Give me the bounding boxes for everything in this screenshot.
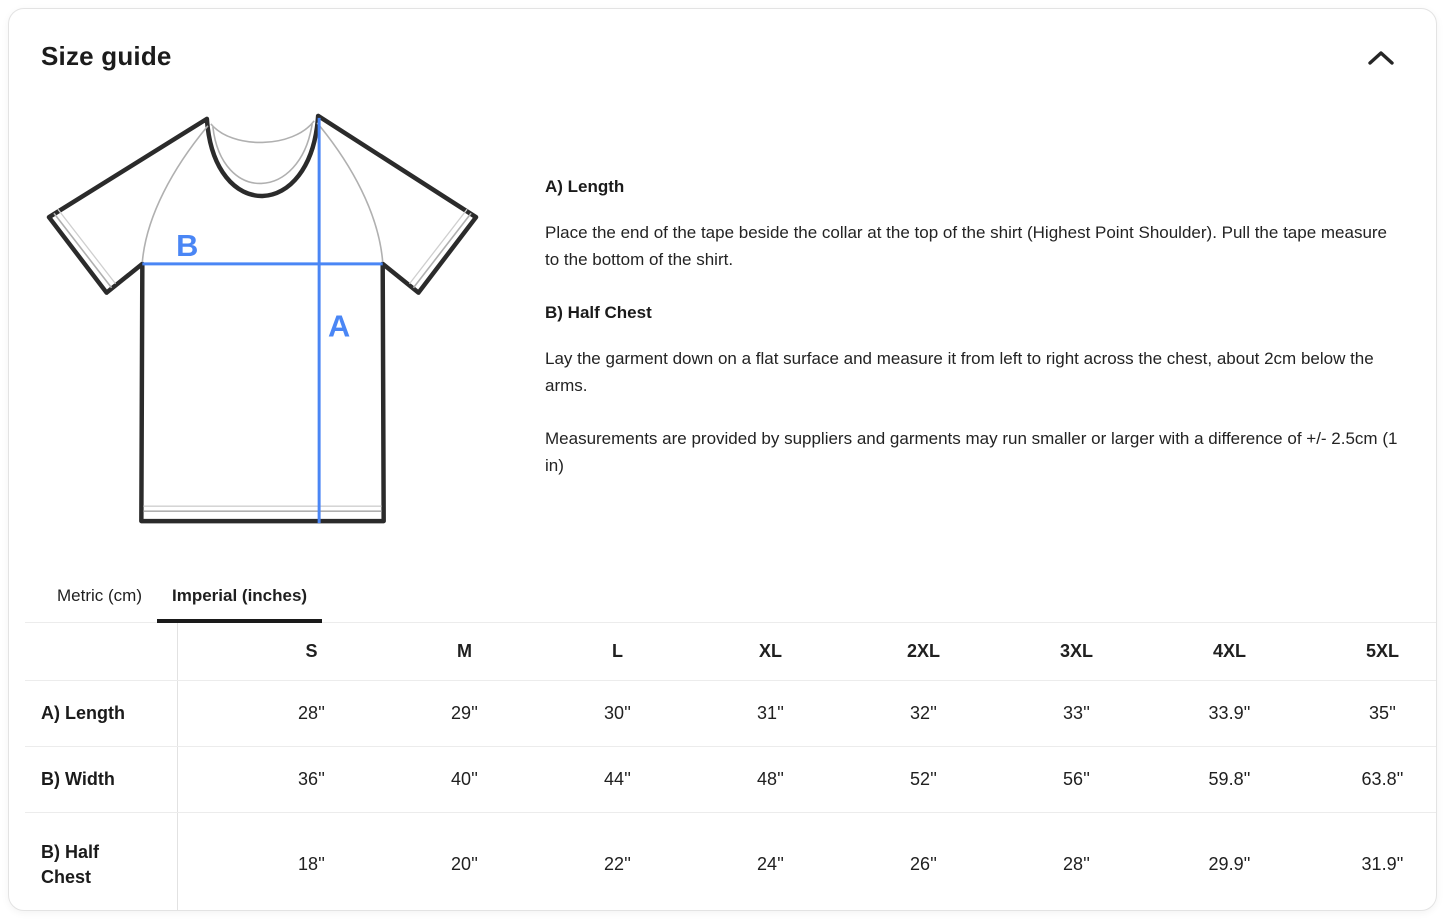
column-header: 5XL <box>1365 641 1399 661</box>
size-value-cell: 33'' <box>1063 703 1090 723</box>
row-label: B) Half Chest <box>25 813 178 911</box>
size-value-cell: 26'' <box>910 854 937 874</box>
column-header: L <box>612 641 623 661</box>
size-value-cell: 32'' <box>910 703 937 723</box>
row-cells <box>178 747 1437 812</box>
tab-metric-cm[interactable]: Metric (cm) <box>57 586 142 605</box>
table-header-row <box>25 623 1436 681</box>
size-value-cell: 31'' <box>757 703 784 723</box>
size-value-cell: 28'' <box>298 703 325 723</box>
length-heading: A) Length <box>545 177 625 196</box>
measurement-instructions <box>545 99 1404 541</box>
page-title: Size guide <box>41 41 172 71</box>
size-value-cell: 24'' <box>757 854 784 874</box>
size-value-cell: 59.8'' <box>1208 769 1251 789</box>
size-table <box>25 623 1436 911</box>
column-header: 2XL <box>906 641 940 661</box>
tshirt-diagram <box>41 99 488 541</box>
column-header: 4XL <box>1212 641 1246 661</box>
size-value-cell: 20'' <box>451 854 478 874</box>
table-corner-cell <box>25 623 178 680</box>
size-value-cell: 48'' <box>757 769 784 789</box>
row-cells <box>178 623 1437 680</box>
size-value-cell: 35'' <box>1369 703 1396 723</box>
size-value-cell: 63.8'' <box>1361 769 1404 789</box>
column-header: XL <box>758 641 782 661</box>
size-value-cell: 52'' <box>910 769 937 789</box>
size-value-cell: 44'' <box>604 769 631 789</box>
size-value-cell: 29'' <box>451 703 478 723</box>
size-value-cell: 30'' <box>604 703 631 723</box>
tshirt-measurement-illustration <box>41 99 488 536</box>
length-description: Place the end of the tape beside the collar at the top of the shirt (Highest Point Shoulder). Pull the tape measure to the bottom of the shirt. <box>545 223 1388 269</box>
half-chest-description: Lay the garment down on a flat surface and measure it from left to right across the chest, about 2cm below the arms. <box>545 349 1374 395</box>
size-value-cell: 36'' <box>298 769 325 789</box>
size-value-cell: 29.9'' <box>1208 854 1251 874</box>
size-value-cell: 31.9'' <box>1361 854 1404 874</box>
collapse-button[interactable] <box>1360 43 1402 75</box>
row-cells <box>178 681 1437 746</box>
size-value-cell: 18'' <box>298 854 325 874</box>
table-row <box>25 681 1436 747</box>
row-label: A) Length <box>25 681 178 746</box>
size-guide-panel <box>8 8 1437 911</box>
size-value-cell: 40'' <box>451 769 478 789</box>
table-row <box>25 813 1436 911</box>
size-value-cell: 28'' <box>1063 854 1090 874</box>
supplier-note: Measurements are provided by suppliers and garments may run smaller or larger with a difference of +/- 2.5cm (1 in) <box>545 429 1398 475</box>
tab-imperial-inches[interactable]: Imperial (inches) <box>157 573 322 623</box>
measure-label-b: B <box>176 227 199 263</box>
size-value-cell: 33.9'' <box>1208 703 1251 723</box>
row-cells <box>178 813 1437 911</box>
column-header: 3XL <box>1059 641 1093 661</box>
column-header: S <box>305 641 318 661</box>
measure-label-a: A <box>328 308 351 344</box>
half-chest-heading: B) Half Chest <box>545 303 652 322</box>
size-value-cell: 22'' <box>604 854 631 874</box>
chevron-up-icon <box>1366 49 1396 69</box>
size-value-cell: 56'' <box>1063 769 1090 789</box>
row-label: B) Width <box>25 747 178 812</box>
panel-header <box>41 41 1404 75</box>
column-header: M <box>457 641 472 661</box>
table-row <box>25 747 1436 813</box>
unit-tabs <box>25 573 1436 623</box>
